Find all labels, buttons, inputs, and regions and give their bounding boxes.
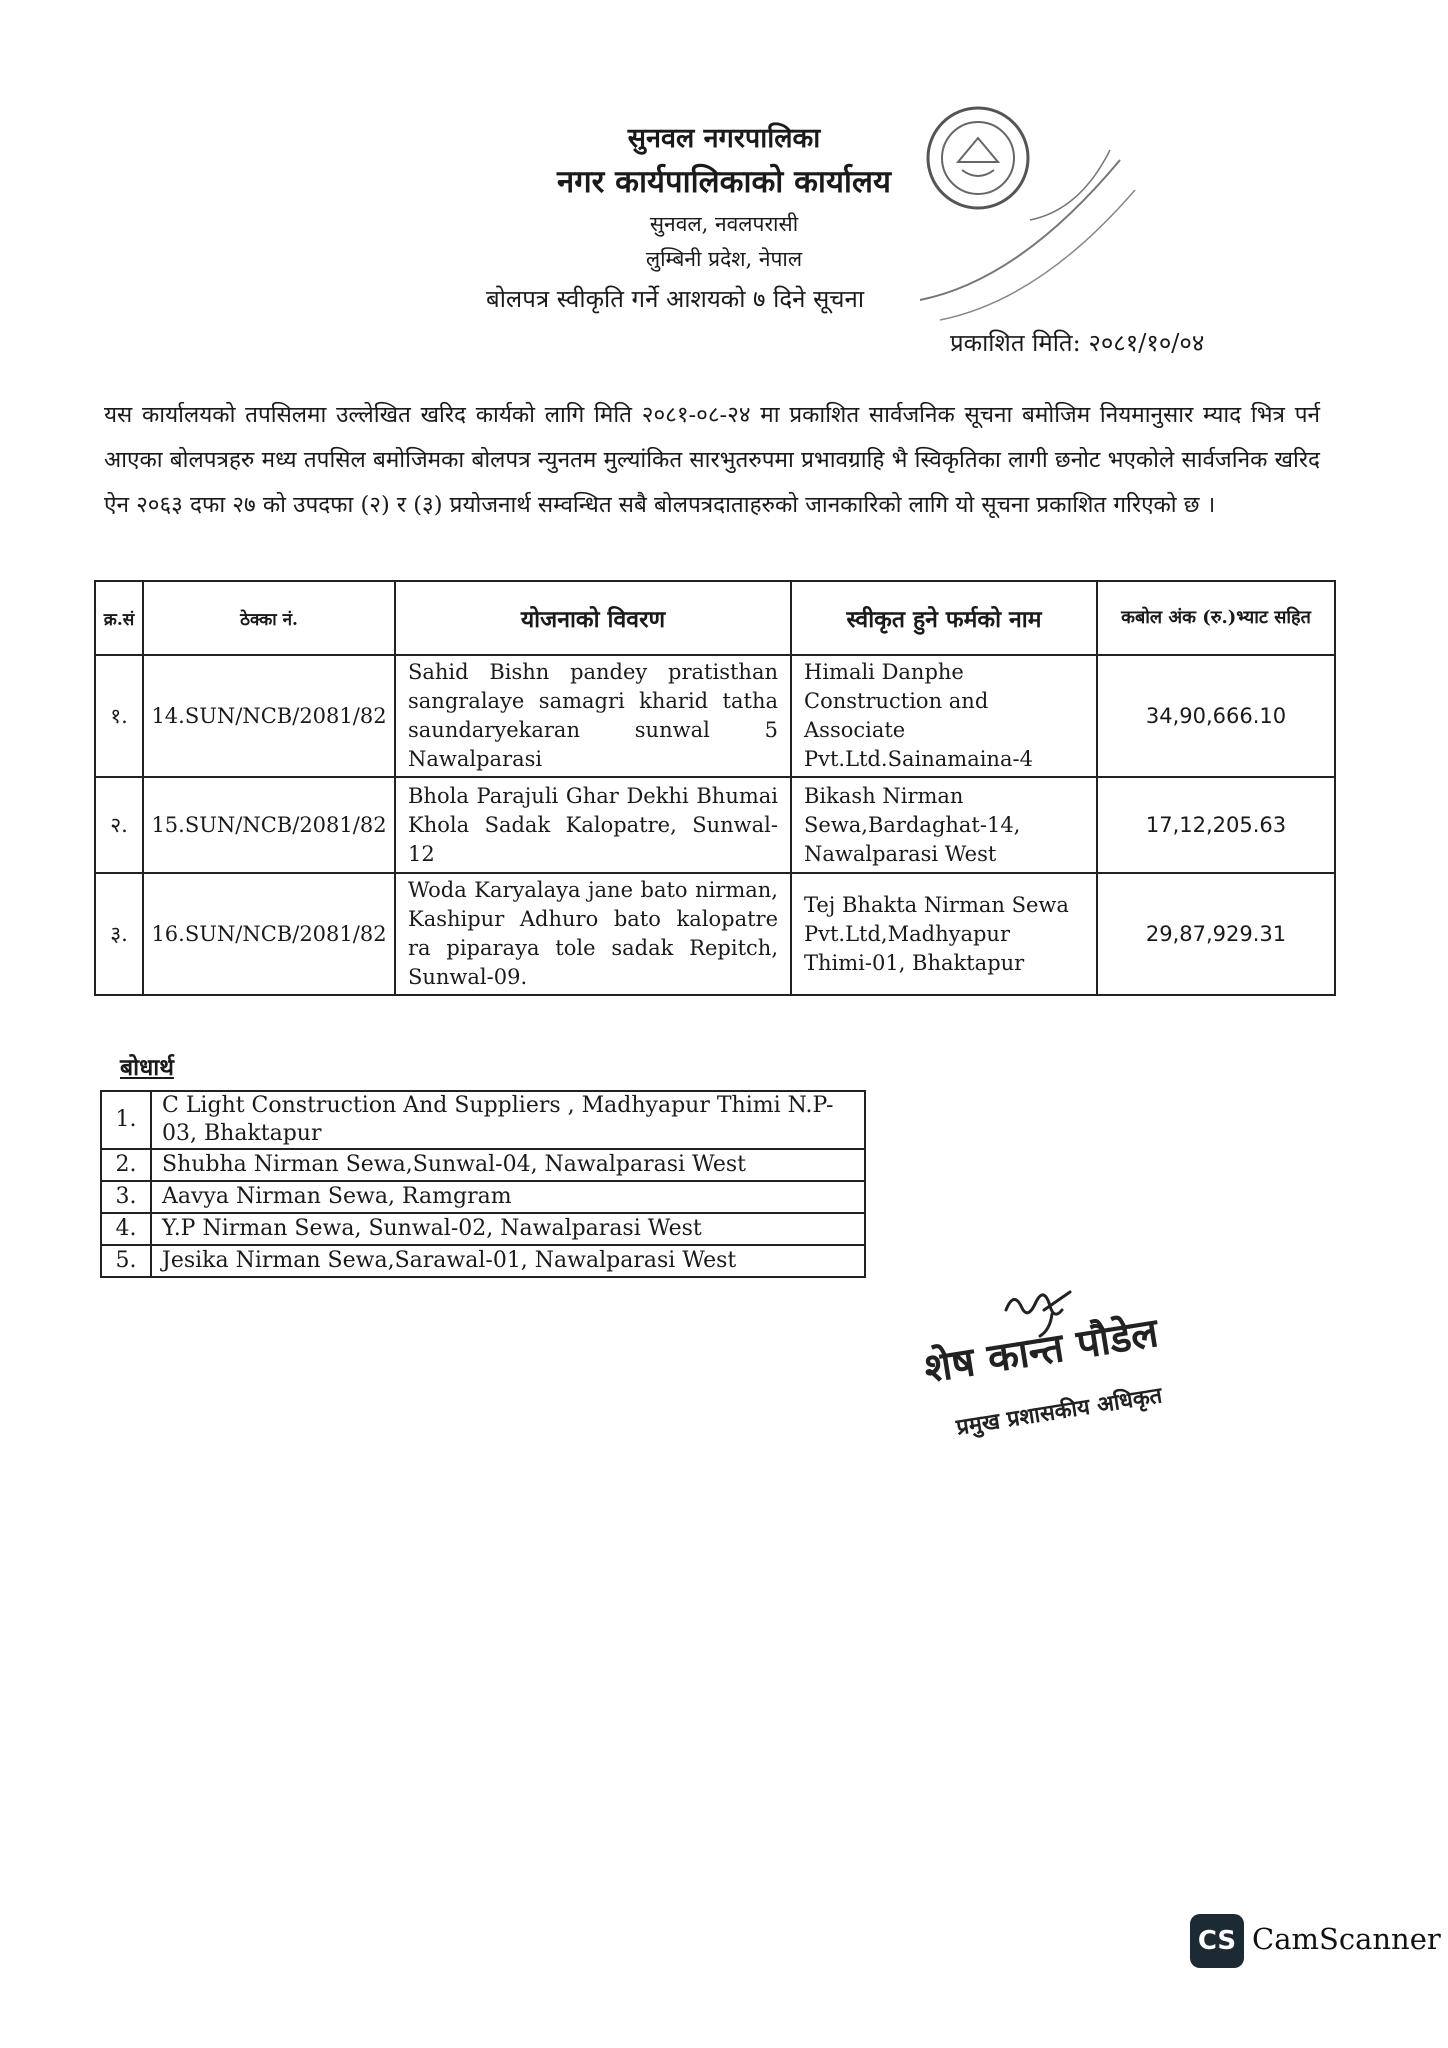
cc-title: बोधार्थ <box>120 1054 174 1081</box>
header-amount: कबोल अंक (रु.)भ्याट सहित <box>1097 581 1335 655</box>
office-name: नगर कार्यपालिकाको कार्यालय <box>557 164 891 200</box>
row-contract-no: 15.SUN/NCB/2081/82 <box>143 777 395 873</box>
cc-name: Jesika Nirman Sewa,Sarawal-01, Nawalparasi West <box>151 1245 865 1277</box>
row-description: Woda Karyalaya jane bato nirman, Kashipur Adhuro bato kalopatre ra piparaya tole sadak Repitch, Sunwal-09. <box>395 873 791 995</box>
table-row <box>95 655 1335 777</box>
row-amount: 29,87,929.31 <box>1097 873 1335 995</box>
bids-table <box>94 580 1336 996</box>
row-contract-no: 16.SUN/NCB/2081/82 <box>143 873 395 995</box>
camscanner-logo-icon: CS <box>1190 1914 1244 1968</box>
signatory-title: प्रमुख प्रशासकीय अधिकृत <box>954 1382 1164 1441</box>
bids-table-header <box>95 581 1335 655</box>
camscanner-watermark: CamScanner <box>1252 1922 1441 1956</box>
cc-number: 5. <box>101 1245 151 1277</box>
notice-title: बोलपत्र स्वीकृति गर्ने आशयको ७ दिने सूचना <box>486 285 865 313</box>
list-item <box>101 1245 865 1277</box>
signatory-name: शेष कान्त पौडेल <box>920 1309 1162 1393</box>
published-date-line <box>950 326 1204 359</box>
cc-number: 3. <box>101 1181 151 1213</box>
cc-list-table <box>100 1090 866 1278</box>
office-seal-icon <box>900 100 1140 330</box>
header-firm: स्वीकृत हुने फर्मको नाम <box>791 581 1097 655</box>
table-row <box>95 873 1335 995</box>
row-description: Bhola Parajuli Ghar Dekhi Bhumai Khola Sadak Kalopatre, Sunwal-12 <box>395 777 791 873</box>
row-firm: Himali Danphe Construction and Associate Pvt.Ltd.Sainamaina-4 <box>791 655 1097 777</box>
intro-paragraph: यस कार्यालयको तपसिलमा उल्लेखित खरिद कार्यको लागि मिति २०८१-०८-२४ मा प्रकाशित सार्वजनिक सूचना बमोजिम नियमानुसार म्याद भित्र पर्न आएका बोलपत्रहरु मध्य तपसिल बमोजिमका बोलपत्र न्युनतम मुल्यांकित सारभुतरुपमा प्रभावग्राहि भै स्विकृतिका लागी छनोट भएकोले सार्वजनिक खरिद ऐन २०६३ दफा २७ को उपदफा (२) र (३) प्रयोजनार्थ सम्वन्धित सबै बोलपत्रदाताहरुको जानकारिको लागि यो सूचना प्रकाशित गरिएको छ । <box>104 401 1320 518</box>
row-description: Sahid Bishn pandey pratisthan sangralaye samagri kharid tatha saundaryekaran sunwal 5 Nawalparasi <box>395 655 791 777</box>
cc-number: 1. <box>101 1091 151 1149</box>
row-sn: २. <box>95 777 143 873</box>
row-amount: 34,90,666.10 <box>1097 655 1335 777</box>
cc-name: C Light Construction And Suppliers , Madhyapur Thimi N.P-03, Bhaktapur <box>151 1091 865 1149</box>
cc-name: Y.P Nirman Sewa, Sunwal-02, Nawalparasi West <box>151 1213 865 1245</box>
office-province: लुम्बिनी प्रदेश, नेपाल <box>645 247 803 271</box>
row-amount: 17,12,205.63 <box>1097 777 1335 873</box>
office-address: सुनवल, नवलपरासी <box>649 212 799 236</box>
row-sn: १. <box>95 655 143 777</box>
municipality-name: सुनवल नगरपालिका <box>627 123 821 154</box>
row-contract-no: 14.SUN/NCB/2081/82 <box>143 655 395 777</box>
cc-name: Aavya Nirman Sewa, Ramgram <box>151 1181 865 1213</box>
header-contract-no: ठेक्का नं. <box>143 581 395 655</box>
cc-number: 2. <box>101 1149 151 1181</box>
row-firm: Bikash Nirman Sewa,Bardaghat-14, Nawalparasi West <box>791 777 1097 873</box>
cc-number: 4. <box>101 1213 151 1245</box>
published-date: २०८१/१०/०४ <box>1088 329 1205 357</box>
cc-name: Shubha Nirman Sewa,Sunwal-04, Nawalparasi West <box>151 1149 865 1181</box>
list-item <box>101 1091 865 1149</box>
list-item <box>101 1181 865 1213</box>
header-description: योजनाको विवरण <box>395 581 791 655</box>
table-row <box>95 777 1335 873</box>
row-firm: Tej Bhakta Nirman Sewa Pvt.Ltd,Madhyapur Thimi-01, Bhaktapur <box>791 873 1097 995</box>
header-sn: क्र.सं <box>95 581 143 655</box>
list-item <box>101 1213 865 1245</box>
published-label: प्रकाशित मिति: <box>950 329 1081 357</box>
row-sn: ३. <box>95 873 143 995</box>
list-item <box>101 1149 865 1181</box>
